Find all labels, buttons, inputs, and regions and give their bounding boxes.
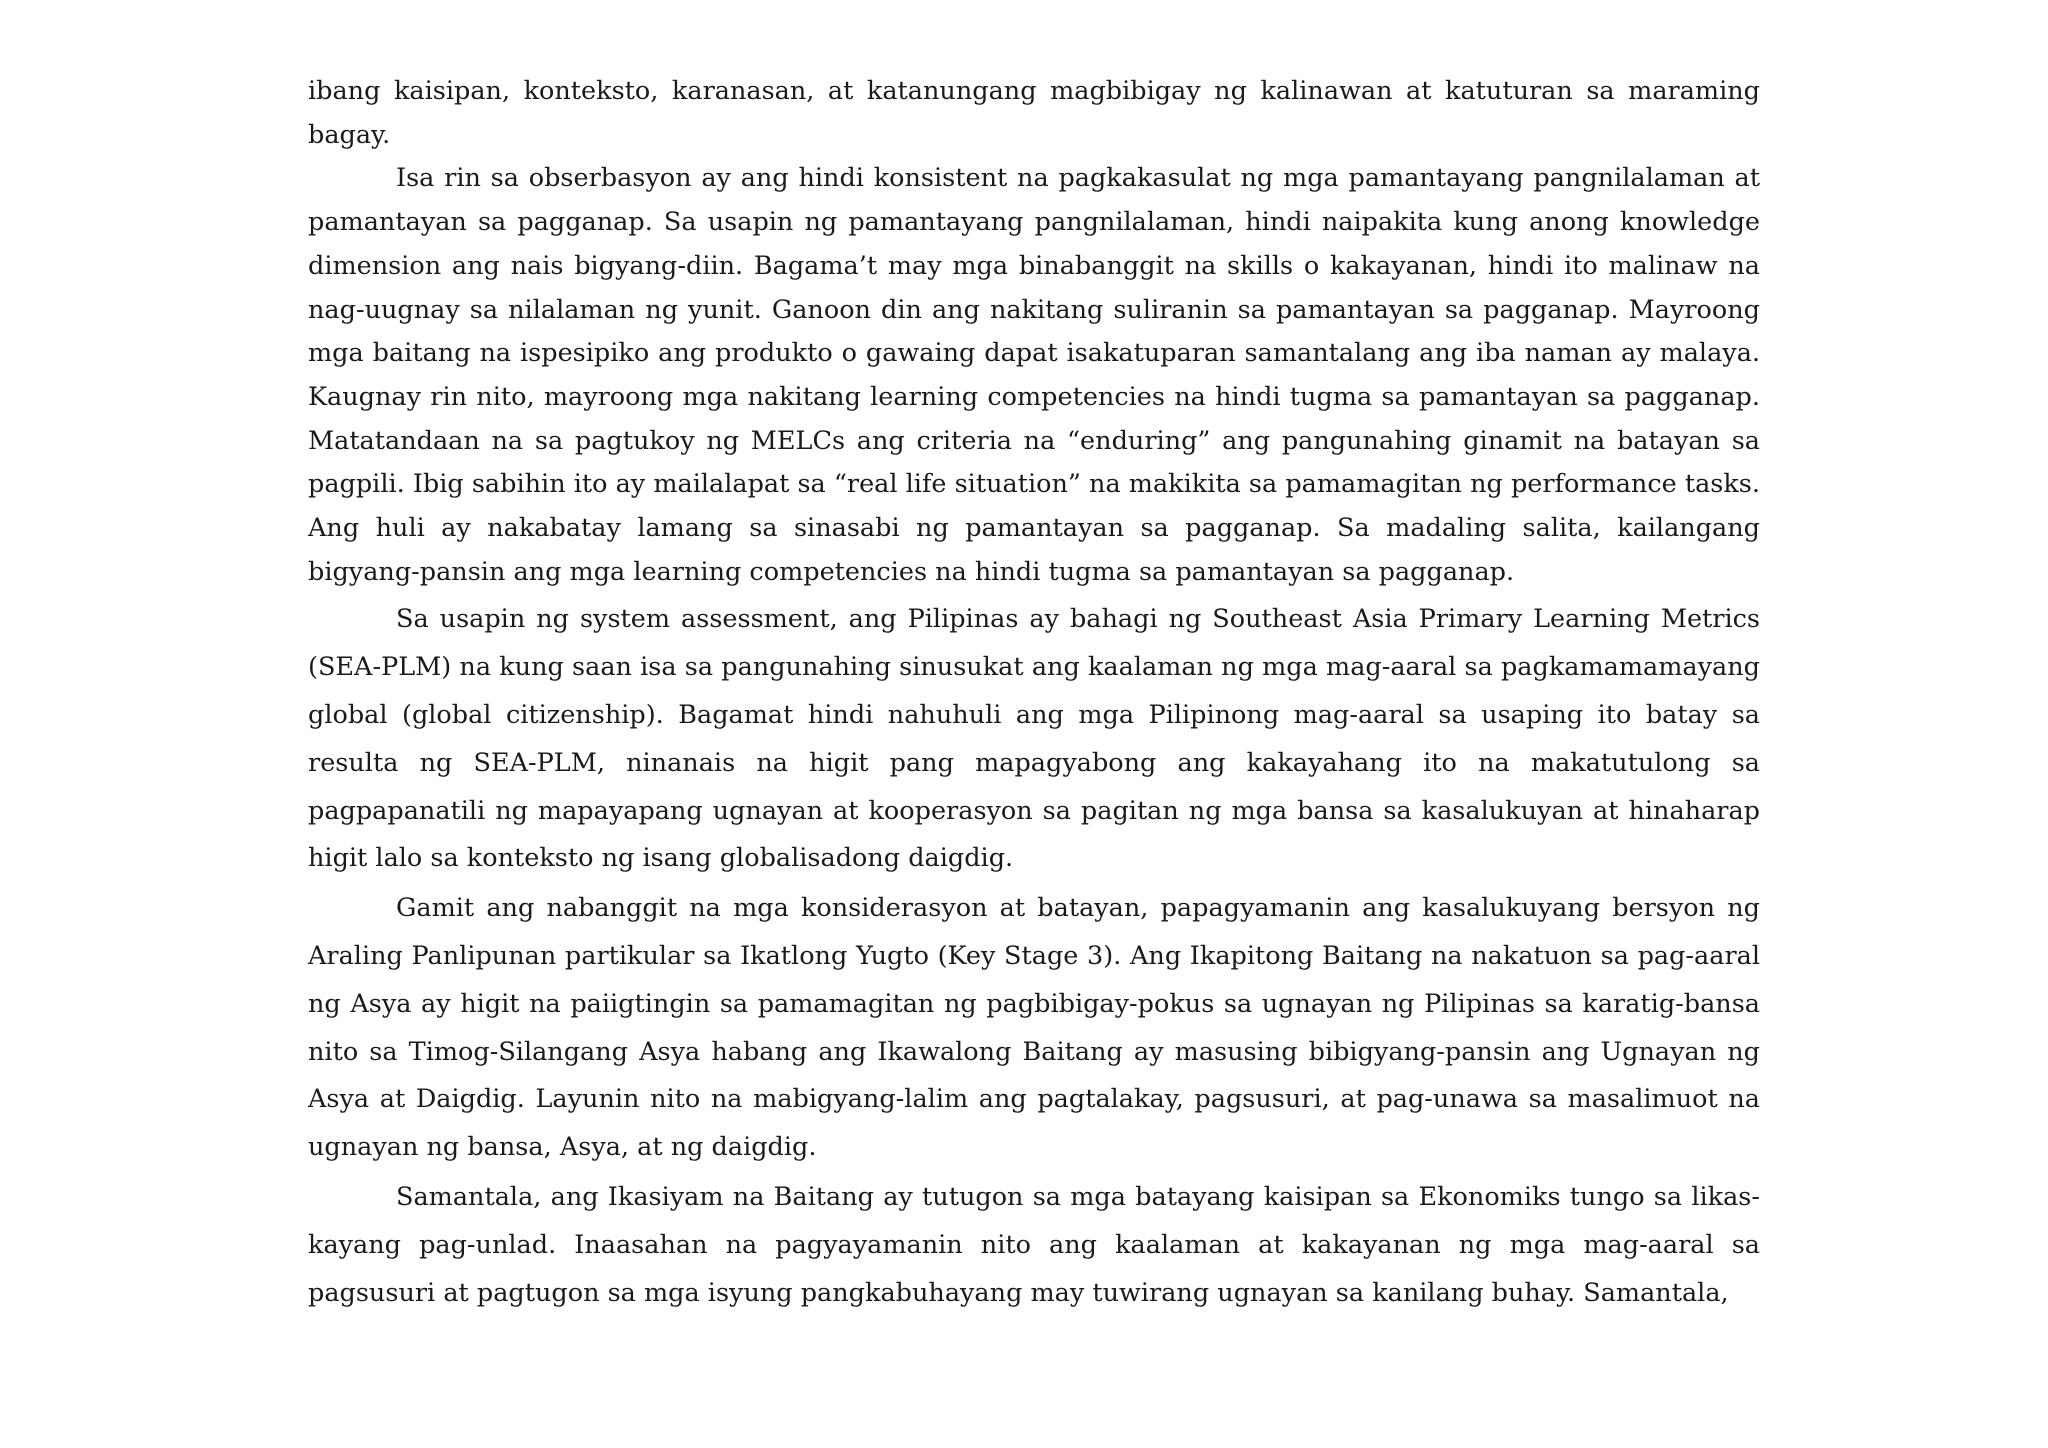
document-page [308,70,1760,1317]
paragraph-ekonomiks: Samantala, ang Ikasiyam na Baitang ay tutugon sa mga batayang kaisipan sa Ekonomiks tungo sa likas-kayang pag-unlad. Inaasahan na pagyayamanin nito ang kaalaman at kakayanan ng mga mag-aaral sa pagsusuri at pagtugon sa mga isyung pangkabuhayang may tuwirang ugnayan sa kanilang buhay. Samantala, [308,1182,1760,1308]
paragraph-system-assessment: Sa usapin ng system assessment, ang Pilipinas ay bahagi ng Southeast Asia Primary Learning Metrics (SEA-PLM) na kung saan isa sa pangunahing sinusukat ang kaalaman ng mga mag-aaral sa pagkamamamayang global (global citizenship). Bagamat hindi nahuhuli ang mga Pilipinong mag-aaral sa usaping ito batay sa resulta ng SEA-PLM, ninanais na higit pang mapagyabong ang kakayahang ito na makatutulong sa pagpapanatili ng mapayapang ugnayan at kooperasyon sa pagitan ng mga bansa sa kasalukuyan at hinaharap higit lalo sa konteksto ng isang globalisadong daigdig. [308,604,1760,874]
paragraph-continuation: ibang kaisipan, konteksto, karanasan, at katanungang magbibigay ng kalinawan at katuturan sa maraming bagay. [308,76,1760,150]
paragraph-standards-observation: Isa rin sa obserbasyon ay ang hindi konsistent na pagkakasulat ng mga pamantayang pangnilalaman at pamantayan sa pagganap. Sa usapin ng pamantayang pangnilalaman, hindi naipakita kung anong knowledge dimension ang nais bigyang-diin. Bagama’t may mga binabanggit na skills o kakayanan, hindi ito malinaw na nag-uugnay sa nilalaman ng yunit. Ganoon din ang nakitang suliranin sa pamantayan sa pagganap. Mayroong mga baitang na ispesipiko ang produkto o gawaing dapat isakatuparan samantalang ang iba naman ay malaya. Kaugnay rin nito, mayroong mga nakitang learning competencies na hindi tugma sa pamantayan sa pagganap. Matatandaan na sa pagtukoy ng MELCs ang criteria na “enduring” ang pangunahing ginamit na batayan sa pagpili. Ibig sabihin ito ay mailalapat sa “real life situation” na makikita sa pamamagitan ng performance tasks. Ang huli ay nakabatay lamang sa sinasabi ng pamantayan sa pagganap. Sa madaling salita, kailangang bigyang-pansin ang mga learning competencies na hindi tugma sa pamantayan sa pagganap. [308,163,1760,587]
paragraph-key-stage-3: Gamit ang nabanggit na mga konsiderasyon at batayan, papagyamanin ang kasalukuyang bersyon ng Araling Panlipunan partikular sa Ikatlong Yugto (Key Stage 3). Ang Ikapitong Baitang na nakatuon sa pag-aaral ng Asya ay higit na paiigtingin sa pamamagitan ng pagbibigay-pokus sa ugnayan ng Pilipinas sa karatig-bansa nito sa Timog-Silangang Asya habang ang Ikawalong Baitang ay masusing bibigyang-pansin ang Ugnayan ng Asya at Daigdig. Layunin nito na mabigyang-lalim ang pagtalakay, pagsusuri, at pag-unawa sa masalimuot na ugnayan ng bansa, Asya, at ng daigdig. [308,893,1760,1163]
